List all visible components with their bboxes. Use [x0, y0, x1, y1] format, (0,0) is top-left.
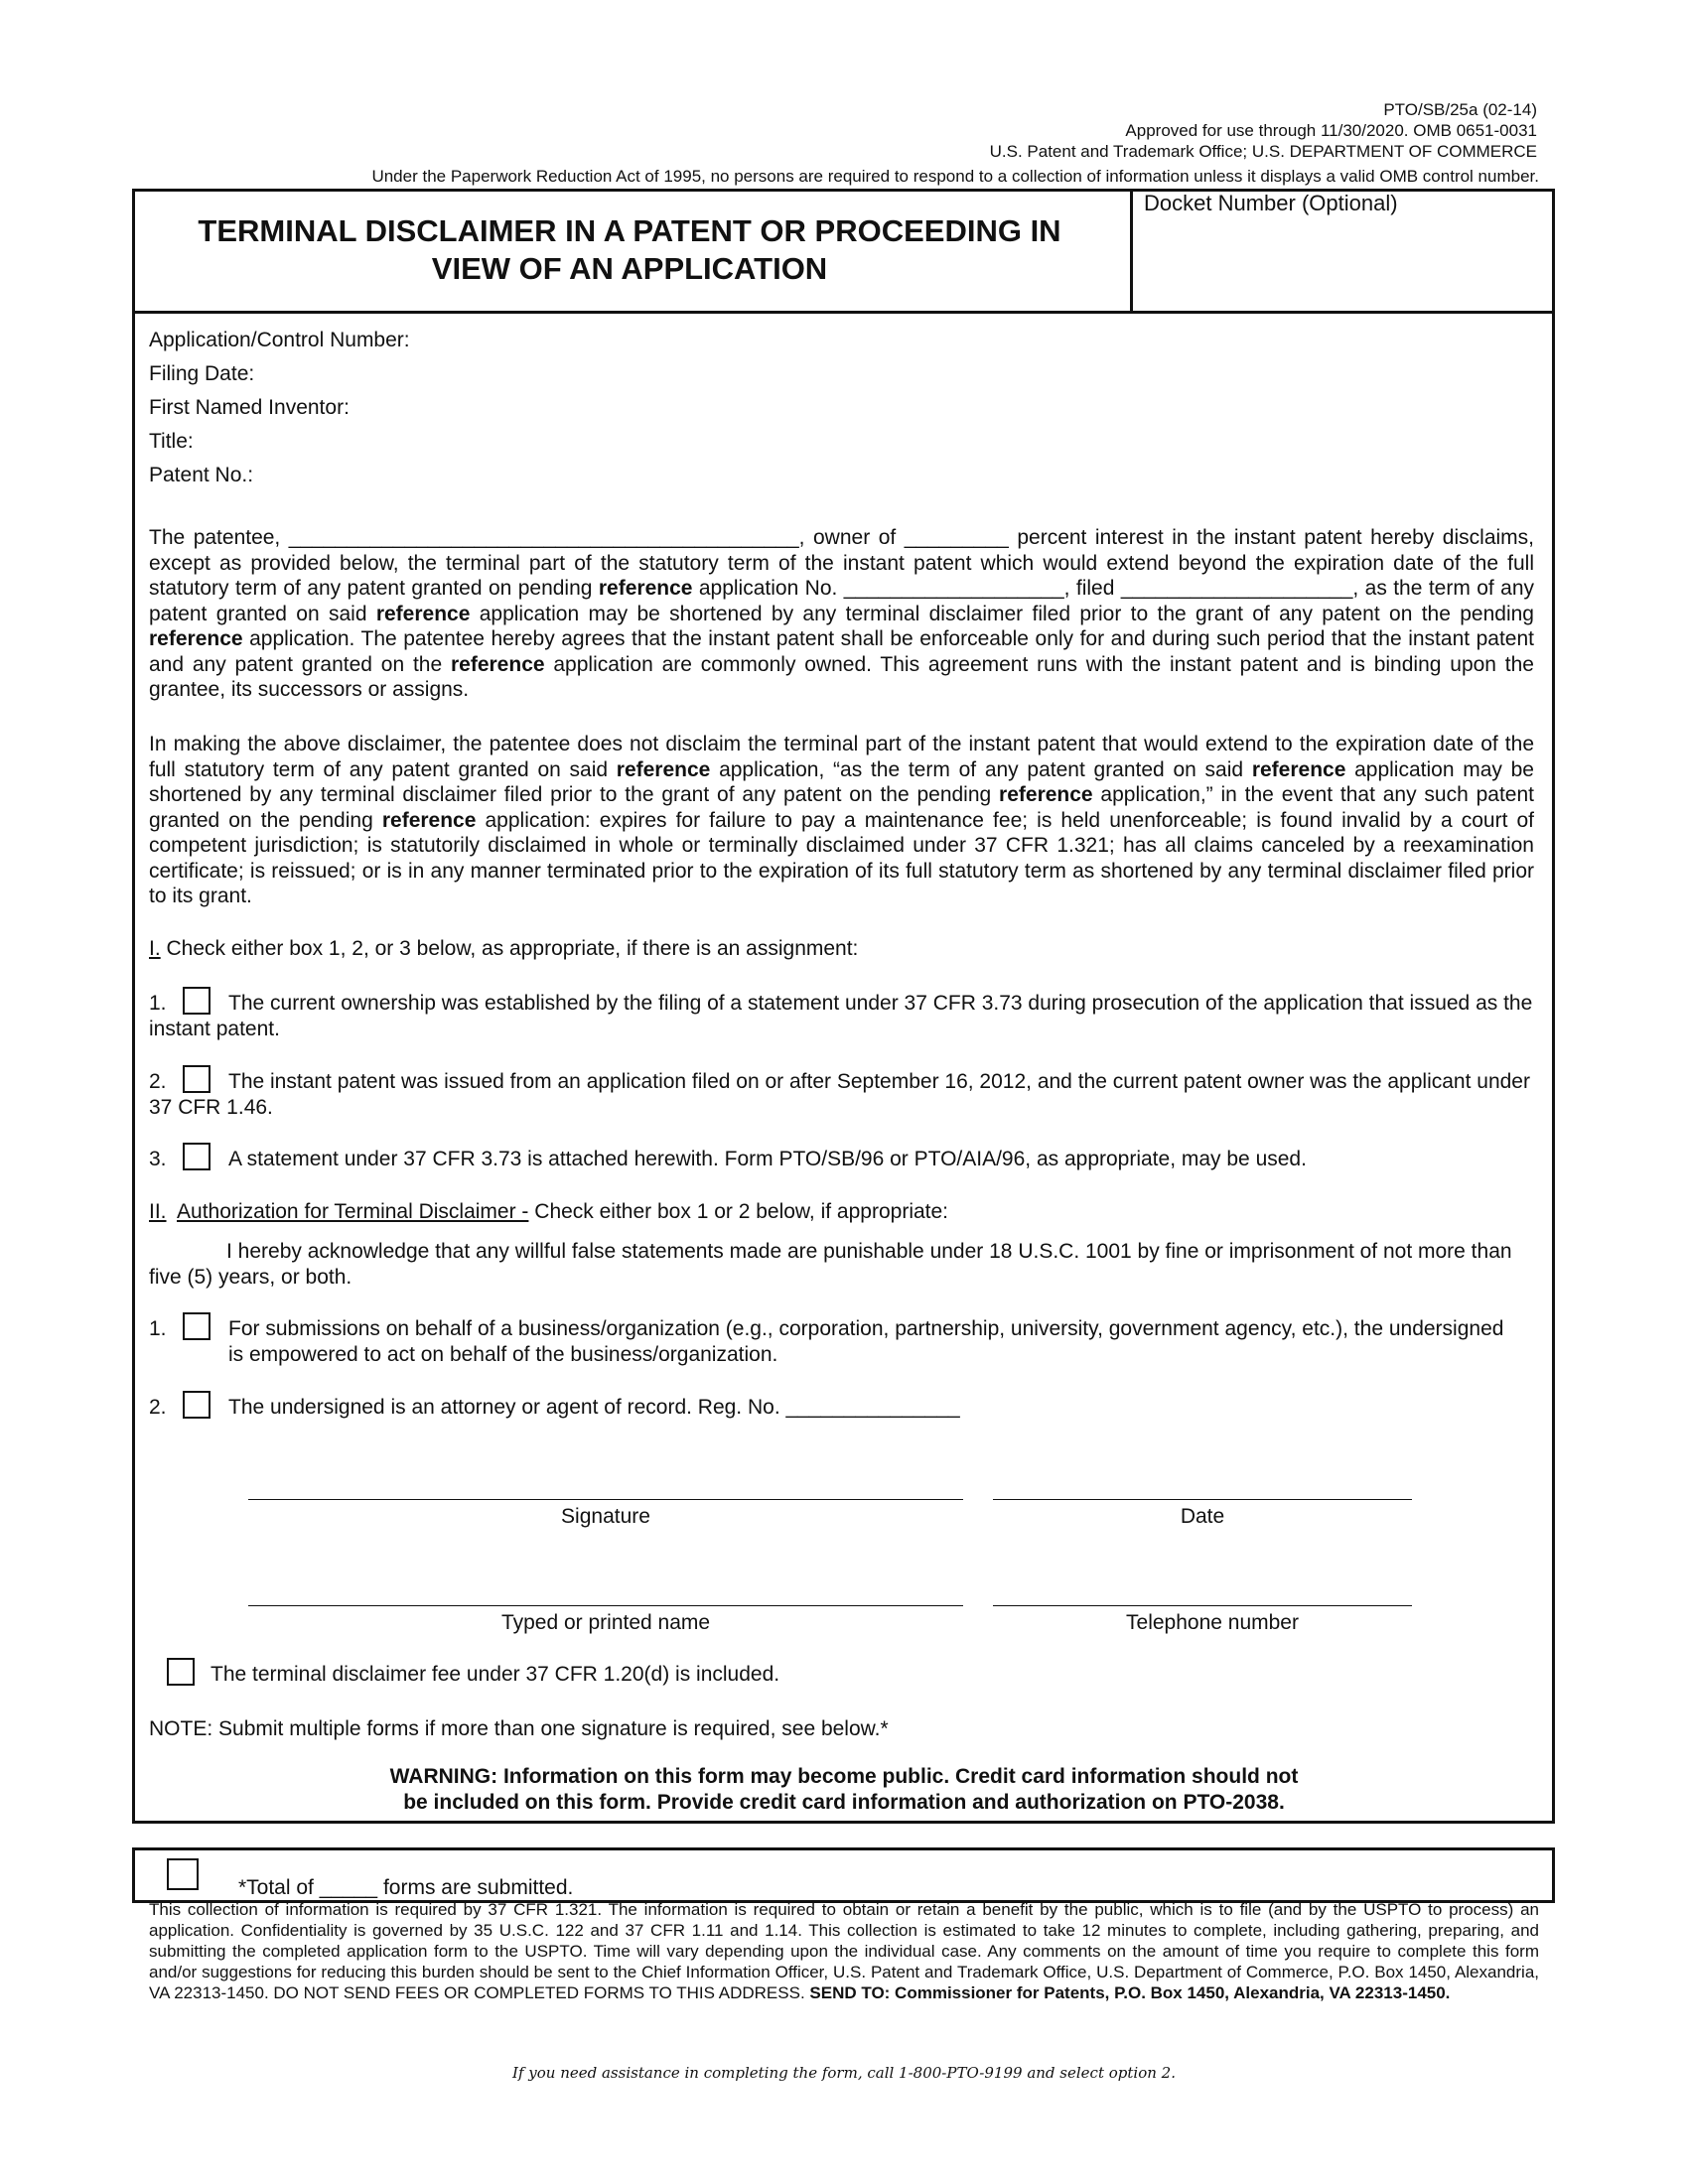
date-label: Date — [1180, 1505, 1225, 1528]
date-line[interactable] — [993, 1499, 1412, 1500]
form-title: TERMINAL DISCLAIMER IN A PATENT OR PROCEEDING IN VIEW OF AN APPLICATION — [198, 213, 1061, 286]
section-2-item-2-text: The undersigned is an attorney or agent of record. Reg. No. _______________ — [228, 1396, 960, 1419]
burden-statement: This collection of information is required by 37 CFR 1.321. The information is required to obtain or retain a benefit by the public, which is to file (and by the USPTO to process) an application. Confidentiality is governed by 35 U.S.C. 122 and 37 CFR 1.11 and 1.14. This collection is estimated to take 12 minutes to complete, including gathering, preparing, and submitting the completed application form to the USPTO. Time will vary depending upon the individual case. Any comments on the amount of time you require to complete this form and/or suggestions for reducing this burden should be sent to the Chief Information Officer, U.S. Patent and Trademark Office, U.S. Department of Commerce, P.O. Box 1450, Alexandria, VA 22313-1450. DO NOT SEND FEES OR COMPLETED FORMS TO THIS ADDRESS. SEND TO: Commissioner for Patents, P.O. Box 1450, Alexandria, VA 22313-1450. — [149, 1900, 1539, 2002]
form-id: PTO/SB/25a (02-14) — [1383, 100, 1537, 119]
section-2-checkbox-2[interactable] — [183, 1391, 211, 1419]
acknowledgement-text: I hereby acknowledge that any willful false statements made are punishable under 18 U.S.C. 1001 by fine or imprisonment of not more than five (5) years, or both. — [149, 1240, 1512, 1289]
disclaimer-paragraph: The patentee, ____________________________________________, owner of _________ percent interest in the instant patent hereby disclaims, except as provided below, the terminal part of the statutory term of the instant patent which would extend beyond the expiration date of the full statutory term of any patent granted on pending reference application No. ___________________, filed ____________________, as the term of any patent granted on said reference application may be shortened by any terminal disclaimer filed prior to the grant of any patent on the pending reference application. The patentee hereby agrees that the instant patent shall be enforceable only for and during such period that the instant patent and any patent granted on the reference application are commonly owned. This agreement runs with the instant patent and is binding upon the grantee, its successors or assigns. — [149, 526, 1535, 701]
application-control-number[interactable]: Application/Control Number: — [149, 329, 410, 351]
printed-name-label: Typed or printed name — [500, 1611, 711, 1634]
signature-label: Signature — [561, 1505, 650, 1528]
multiple-forms-note: NOTE: Submit multiple forms if more than one signature is required, see below.* — [149, 1717, 889, 1740]
section-2-heading: II. Authorization for Terminal Disclaimer - Check either box 1 or 2 below, if appropriate: — [149, 1200, 949, 1223]
section-2-item-2-number: 2. — [149, 1396, 167, 1419]
application-fields — [149, 324, 410, 492]
signature-line[interactable] — [248, 1499, 963, 1500]
patent-number[interactable]: Patent No.: — [149, 464, 254, 486]
section-1-item-3-text: A statement under 37 CFR 3.73 is attached herewith. Form PTO/SB/96 or PTO/AIA/96, as appropriate, may be used. — [228, 1148, 1307, 1170]
title-divider — [1130, 189, 1133, 314]
omb-approval: Approved for use through 11/30/2020. OMB 0651-0031 — [1125, 121, 1537, 140]
section-2-checkbox-1[interactable] — [183, 1312, 211, 1340]
title-field[interactable]: Title: — [149, 430, 194, 453]
section-1-item-1-number: 1. — [149, 992, 167, 1015]
printed-name-line[interactable] — [248, 1605, 963, 1606]
exceptions-paragraph: In making the above disclaimer, the patentee does not disclaim the terminal part of the instant patent that would extend to the expiration date of the full statutory term of any patent granted on said reference application, “as the term of any patent granted on said reference application may be shortened by any terminal disclaimer filed prior to the grant of any patent on the pending reference application,” in the event that any such patent granted on the pending reference application: expires for failure to pay a maintenance fee; is held unenforceable; is found invalid by a court of competent jurisdiction; is statutorily disclaimed in whole or terminally disclaimed under 37 CFR 1.321; has all claims canceled by a reexamination certificate; is reissued; or is in any manner terminated prior to the expiration of its full statutory term as shortened by any terminal disclaimer filed prior to its grant. — [149, 733, 1534, 907]
docket-number-field[interactable] — [1137, 220, 1548, 308]
telephone-label: Telephone number — [1126, 1611, 1299, 1634]
telephone-line[interactable] — [993, 1605, 1412, 1606]
section-1-item-2-number: 2. — [149, 1070, 167, 1093]
paperwork-notice: Under the Paperwork Reduction Act of 1995, no persons are required to respond to a collection of information unless it displays a valid OMB control number. — [371, 167, 1539, 186]
form-header — [990, 99, 1537, 162]
fee-included-text: The terminal disclaimer fee under 37 CFR 1.20(d) is included. — [211, 1663, 780, 1686]
first-named-inventor[interactable]: First Named Inventor: — [149, 396, 350, 419]
section-2-item-1-text: For submissions on behalf of a business/organization (e.g., corporation, partnership, university, government agency, etc.), the undersigned is empowered to act on behalf of the business/organization. — [228, 1317, 1504, 1366]
assistance-note: If you need assistance in completing the form, call 1-800-PTO-9199 and select option 2. — [512, 2064, 1176, 2082]
filing-date[interactable]: Filing Date: — [149, 362, 255, 385]
fee-included-checkbox[interactable] — [167, 1658, 195, 1686]
office-name: U.S. Patent and Trademark Office; U.S. DEPARTMENT OF COMMERCE — [989, 142, 1537, 161]
section-1-item-2-text: The instant patent was issued from an application filed on or after September 16, 2012, and the current patent owner was the applicant under 37 CFR 1.46. — [149, 1070, 1530, 1119]
total-forms-checkbox[interactable] — [167, 1858, 199, 1890]
section-1-heading: I. Check either box 1, 2, or 3 below, as appropriate, if there is an assignment: — [149, 937, 859, 960]
public-information-warning: WARNING: Information on this form may become public. Credit card information should not be included on this form. Provide credit card information and authorization on PTO-2038. — [389, 1765, 1299, 1814]
section-1-item-1-text: The current ownership was established by the filing of a statement under 37 CFR 3.73 during prosecution of the application that issued as the instant patent. — [149, 992, 1533, 1040]
total-forms-text: *Total of _____ forms are submitted. — [238, 1876, 574, 1899]
section-1-item-3-number: 3. — [149, 1148, 167, 1170]
section-2-item-1-number: 1. — [149, 1317, 167, 1340]
docket-number-label: Docket Number (Optional) — [1144, 191, 1398, 215]
section-1-checkbox-3[interactable] — [183, 1143, 211, 1170]
